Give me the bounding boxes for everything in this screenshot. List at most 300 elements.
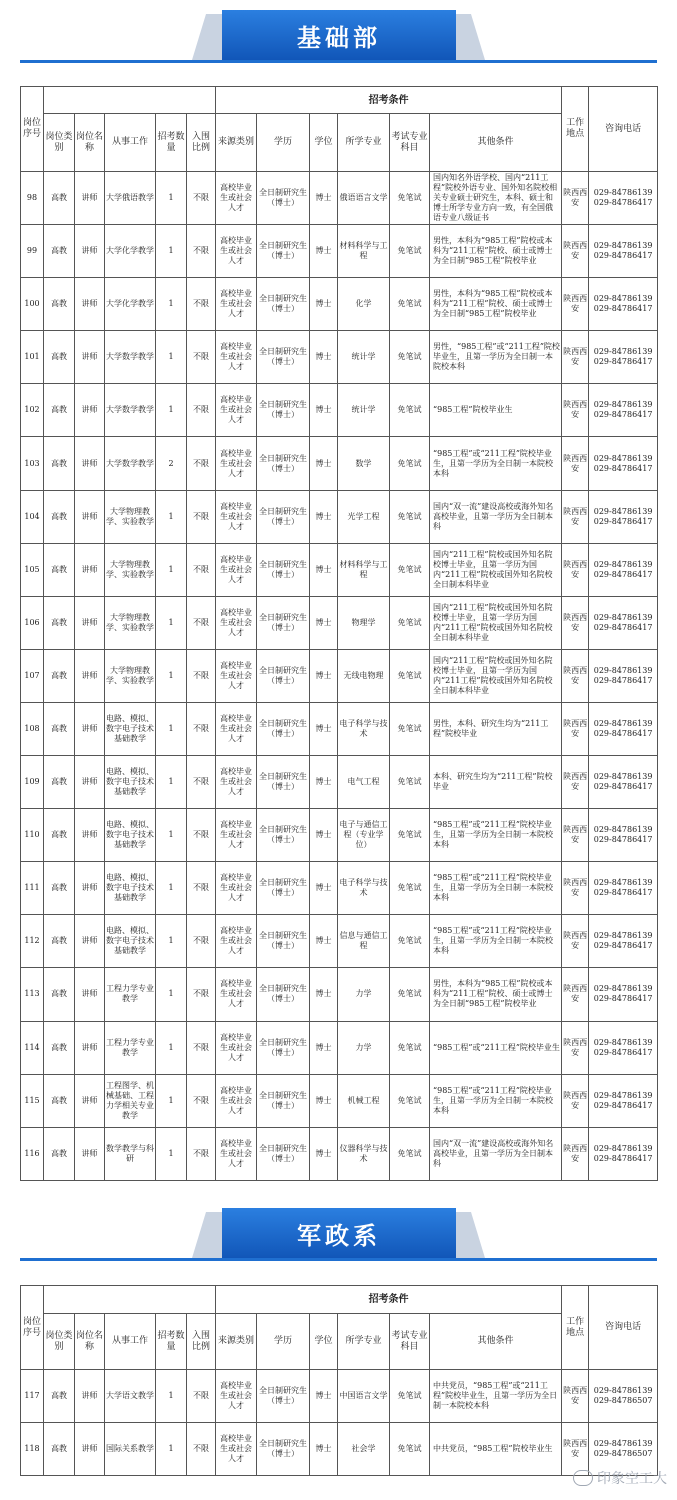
cell-exam: 免笔试 xyxy=(390,596,430,649)
cell-seq: 111 xyxy=(21,862,44,915)
cell-exam: 免笔试 xyxy=(390,915,430,968)
cell-phone xyxy=(589,1074,658,1127)
phone-number: 029-84786507 xyxy=(593,1396,653,1405)
cell-other: “985工程”或“211工程”院校毕业生 xyxy=(430,1021,562,1074)
cell-source: 高校毕业生或社会人才 xyxy=(216,596,257,649)
cell-source: 高校毕业生或社会人才 xyxy=(216,968,257,1021)
cell-other: 男性，“985工程”或“211工程”院校毕业生，且第一学历为全日制一本院校本科 xyxy=(430,331,562,384)
cell-type: 高教 xyxy=(44,278,75,331)
cell-type: 高教 xyxy=(44,596,75,649)
phone-number: 029-84786139 xyxy=(593,241,653,251)
cell-type: 高教 xyxy=(44,1423,75,1476)
phone-number: 029-84786139 xyxy=(593,559,653,569)
cell-other: 国内“211工程”院校或国外知名院校博士毕业，且第一学历为国内“211工程”院校或国外知名院校全日制本科毕业 xyxy=(430,596,562,649)
cell-type: 高教 xyxy=(44,649,75,702)
cell-type: 高教 xyxy=(44,1021,75,1074)
cell-degree: 博士 xyxy=(310,596,338,649)
table-row xyxy=(21,331,658,384)
header-type: 岗位类别 xyxy=(44,1314,75,1370)
cell-phone xyxy=(589,490,658,543)
table-row xyxy=(21,543,658,596)
cell-ratio: 不限 xyxy=(187,331,216,384)
cell-source: 高校毕业生或社会人才 xyxy=(216,172,257,225)
cell-major: 机械工程 xyxy=(338,1074,390,1127)
cell-ratio: 不限 xyxy=(187,915,216,968)
cell-work: 国际关系教学 xyxy=(105,1423,156,1476)
header-major: 所学专业 xyxy=(338,1314,390,1370)
cell-edu: 全日制研究生（博士） xyxy=(257,1423,310,1476)
cell-location: 陕西西安 xyxy=(562,649,589,702)
cell-type: 高教 xyxy=(44,384,75,437)
phone-number: 029-84786417 xyxy=(593,516,653,526)
cell-ratio: 不限 xyxy=(187,1021,216,1074)
phone-number: 029-84786139 xyxy=(593,347,653,357)
cell-work: 电路、模拟、数字电子技术基础教学 xyxy=(105,809,156,862)
cell-phone xyxy=(589,1127,658,1180)
cell-other: “985工程”或“211工程”院校毕业生，且第一学历为全日制一本院校本科 xyxy=(430,809,562,862)
cell-edu: 全日制研究生（博士） xyxy=(257,649,310,702)
cell-source: 高校毕业生或社会人才 xyxy=(216,543,257,596)
table-row xyxy=(21,1370,658,1423)
phone-number: 029-84786417 xyxy=(593,1047,653,1057)
phone-number: 029-84786417 xyxy=(593,994,653,1004)
phone-number: 029-84786139 xyxy=(593,772,653,782)
cell-type: 高教 xyxy=(44,1127,75,1180)
cell-phone xyxy=(589,278,658,331)
cell-major: 仪器科学与技术 xyxy=(338,1127,390,1180)
cell-phone xyxy=(589,543,658,596)
cell-major: 电气工程 xyxy=(338,756,390,809)
cell-location: 陕西西安 xyxy=(562,1370,589,1423)
cell-phone xyxy=(589,702,658,755)
cell-source: 高校毕业生或社会人才 xyxy=(216,437,257,490)
cell-count: 1 xyxy=(156,331,187,384)
header-ratio: 入围比例 xyxy=(187,114,216,172)
cell-seq: 104 xyxy=(21,490,44,543)
phone-number: 029-84786139 xyxy=(593,825,653,835)
cell-location: 陕西西安 xyxy=(562,225,589,278)
cell-phone xyxy=(589,596,658,649)
cell-count: 1 xyxy=(156,278,187,331)
cell-other: 中共党员，“985工程”或“211工程”院校毕业生，且第一学历为全日制一本院校本科 xyxy=(430,1370,562,1423)
cell-other: “985工程”院校毕业生 xyxy=(430,384,562,437)
cell-exam: 免笔试 xyxy=(390,1074,430,1127)
phone-number: 029-84786417 xyxy=(593,198,653,208)
cell-work: 大学物理教学、实验教学 xyxy=(105,649,156,702)
cell-ratio: 不限 xyxy=(187,437,216,490)
cell-location: 陕西西安 xyxy=(562,915,589,968)
cell-ratio: 不限 xyxy=(187,702,216,755)
phone-number: 029-84786417 xyxy=(593,622,653,632)
phone-number: 029-84786417 xyxy=(593,1153,653,1163)
cell-other: 男性，本科为“985工程”院校或本科为“211工程”院校、硕士或博士为全日制“985工程”院校毕业 xyxy=(430,225,562,278)
table-row xyxy=(21,1074,658,1127)
header-blank xyxy=(44,1286,216,1314)
phone-number: 029-84786139 xyxy=(593,1439,653,1448)
watermark xyxy=(573,1468,667,1488)
cell-type: 高教 xyxy=(44,331,75,384)
table-row xyxy=(21,490,658,543)
cell-ratio: 不限 xyxy=(187,756,216,809)
cell-count: 1 xyxy=(156,1370,187,1423)
cell-ratio: 不限 xyxy=(187,649,216,702)
recruitment-table-2 xyxy=(20,1285,658,1476)
header-work: 从事工作 xyxy=(105,1314,156,1370)
phone-number: 029-84786417 xyxy=(593,888,653,898)
cell-name: 讲师 xyxy=(75,1127,105,1180)
cell-edu: 全日制研究生（博士） xyxy=(257,331,310,384)
table-row xyxy=(21,649,658,702)
cell-ratio: 不限 xyxy=(187,543,216,596)
header-other: 其他条件 xyxy=(430,1314,562,1370)
cell-phone xyxy=(589,862,658,915)
cell-name: 讲师 xyxy=(75,1074,105,1127)
header-other: 其他条件 xyxy=(430,114,562,172)
phone-number: 029-84786417 xyxy=(593,1100,653,1110)
cell-name: 讲师 xyxy=(75,1423,105,1476)
cell-location: 陕西西安 xyxy=(562,596,589,649)
cell-exam: 免笔试 xyxy=(390,278,430,331)
header-exam: 考试专业科目 xyxy=(390,114,430,172)
cell-exam: 免笔试 xyxy=(390,490,430,543)
phone-number: 029-84786139 xyxy=(593,1037,653,1047)
phone-number: 029-84786139 xyxy=(593,506,653,516)
table-row xyxy=(21,1021,658,1074)
banner-rule xyxy=(20,1258,657,1261)
header-work: 从事工作 xyxy=(105,114,156,172)
cell-source: 高校毕业生或社会人才 xyxy=(216,331,257,384)
cell-location: 陕西西安 xyxy=(562,1127,589,1180)
cell-seq: 100 xyxy=(21,278,44,331)
cell-source: 高校毕业生或社会人才 xyxy=(216,1021,257,1074)
cell-ratio: 不限 xyxy=(187,862,216,915)
phone-number: 029-84786139 xyxy=(593,1090,653,1100)
cell-source: 高校毕业生或社会人才 xyxy=(216,649,257,702)
cell-seq: 105 xyxy=(21,543,44,596)
cell-degree: 博士 xyxy=(310,490,338,543)
header-seq: 岗位序号 xyxy=(21,1286,44,1370)
cell-source: 高校毕业生或社会人才 xyxy=(216,1074,257,1127)
cell-type: 高教 xyxy=(44,968,75,1021)
cell-edu: 全日制研究生（博士） xyxy=(257,862,310,915)
cell-name: 讲师 xyxy=(75,278,105,331)
cell-edu: 全日制研究生（博士） xyxy=(257,1074,310,1127)
header-count: 招考数量 xyxy=(156,114,187,172)
cell-type: 高教 xyxy=(44,702,75,755)
cell-major: 统计学 xyxy=(338,331,390,384)
cell-work: 电路、模拟、数字电子技术基础教学 xyxy=(105,702,156,755)
cell-source: 高校毕业生或社会人才 xyxy=(216,1370,257,1423)
phone-number: 029-84786139 xyxy=(593,188,653,198)
cell-name: 讲师 xyxy=(75,331,105,384)
cell-count: 1 xyxy=(156,1423,187,1476)
cell-major: 电子科学与技术 xyxy=(338,702,390,755)
cell-degree: 博士 xyxy=(310,384,338,437)
cell-type: 高教 xyxy=(44,437,75,490)
table-row xyxy=(21,1127,658,1180)
cell-ratio: 不限 xyxy=(187,225,216,278)
header-location: 工作地点 xyxy=(562,1286,589,1370)
cell-type: 高教 xyxy=(44,809,75,862)
cell-edu: 全日制研究生（博士） xyxy=(257,1127,310,1180)
cell-seq: 98 xyxy=(21,172,44,225)
cell-type: 高教 xyxy=(44,543,75,596)
cell-location: 陕西西安 xyxy=(562,278,589,331)
table-row xyxy=(21,225,658,278)
cell-major: 力学 xyxy=(338,968,390,1021)
cell-degree: 博士 xyxy=(310,437,338,490)
cell-seq: 101 xyxy=(21,331,44,384)
cell-type: 高教 xyxy=(44,756,75,809)
cell-name: 讲师 xyxy=(75,172,105,225)
cell-name: 讲师 xyxy=(75,437,105,490)
cell-degree: 博士 xyxy=(310,756,338,809)
cell-name: 讲师 xyxy=(75,756,105,809)
phone-number: 029-84786417 xyxy=(593,941,653,951)
cell-location: 陕西西安 xyxy=(562,756,589,809)
cell-other: 国内“211工程”院校或国外知名院校博士毕业，且第一学历为国内“211工程”院校或国外知名院校全日制本科毕业 xyxy=(430,649,562,702)
cell-count: 1 xyxy=(156,702,187,755)
cell-edu: 全日制研究生（博士） xyxy=(257,490,310,543)
header-count: 招考数量 xyxy=(156,1314,187,1370)
cell-phone xyxy=(589,331,658,384)
cell-seq: 117 xyxy=(21,1370,44,1423)
cell-edu: 全日制研究生（博士） xyxy=(257,756,310,809)
cell-seq: 118 xyxy=(21,1423,44,1476)
cell-source: 高校毕业生或社会人才 xyxy=(216,1423,257,1476)
cell-edu: 全日制研究生（博士） xyxy=(257,596,310,649)
cell-seq: 110 xyxy=(21,809,44,862)
cell-other: “985工程”或“211工程”院校毕业生，且第一学历为全日制一本院校本科 xyxy=(430,862,562,915)
cell-work: 电路、模拟、数字电子技术基础教学 xyxy=(105,862,156,915)
cell-seq: 107 xyxy=(21,649,44,702)
cell-edu: 全日制研究生（博士） xyxy=(257,225,310,278)
cell-count: 1 xyxy=(156,1074,187,1127)
header-edu: 学历 xyxy=(257,1314,310,1370)
cell-exam: 免笔试 xyxy=(390,1423,430,1476)
cell-name: 讲师 xyxy=(75,649,105,702)
cell-seq: 112 xyxy=(21,915,44,968)
table-row xyxy=(21,1423,658,1476)
section-banner-1 xyxy=(0,8,677,68)
cell-work: 工程图学、机械基础、工程力学相关专业教学 xyxy=(105,1074,156,1127)
cell-location: 陕西西安 xyxy=(562,862,589,915)
cell-work: 电路、模拟、数字电子技术基础教学 xyxy=(105,756,156,809)
cell-exam: 免笔试 xyxy=(390,649,430,702)
phone-number: 029-84786139 xyxy=(593,1386,653,1395)
cell-other: “985工程”或“211工程”院校毕业生，且第一学历为全日制一本院校本科 xyxy=(430,1074,562,1127)
cell-ratio: 不限 xyxy=(187,1370,216,1423)
table-row xyxy=(21,596,658,649)
cell-exam: 免笔试 xyxy=(390,809,430,862)
cell-location: 陕西西安 xyxy=(562,1021,589,1074)
phone-number: 029-84786139 xyxy=(593,984,653,994)
cell-other: 男性，本科为“985工程”院校或本科为“211工程”院校、硕士或博士为全日制“985工程”院校毕业 xyxy=(430,968,562,1021)
cell-other: 本科、研究生均为“211工程”院校毕业 xyxy=(430,756,562,809)
cell-seq: 115 xyxy=(21,1074,44,1127)
header-blank xyxy=(44,87,216,114)
phone-number: 029-84786139 xyxy=(593,612,653,622)
cell-ratio: 不限 xyxy=(187,1127,216,1180)
cell-seq: 113 xyxy=(21,968,44,1021)
cell-degree: 博士 xyxy=(310,225,338,278)
cell-seq: 116 xyxy=(21,1127,44,1180)
phone-number: 029-84786139 xyxy=(593,718,653,728)
header-degree: 学位 xyxy=(310,114,338,172)
cell-edu: 全日制研究生（博士） xyxy=(257,278,310,331)
phone-number: 029-84786417 xyxy=(593,304,653,314)
cell-type: 高教 xyxy=(44,490,75,543)
header-exam: 考试专业科目 xyxy=(390,1314,430,1370)
table-row xyxy=(21,756,658,809)
chat-bubble-icon xyxy=(573,1470,593,1486)
cell-exam: 免笔试 xyxy=(390,968,430,1021)
phone-number: 029-84786417 xyxy=(593,569,653,579)
cell-major: 数学 xyxy=(338,437,390,490)
table-row xyxy=(21,278,658,331)
header-source: 来源类别 xyxy=(216,114,257,172)
cell-phone xyxy=(589,649,658,702)
cell-count: 1 xyxy=(156,172,187,225)
watermark-text: 印象空工大 xyxy=(597,1471,667,1487)
cell-source: 高校毕业生或社会人才 xyxy=(216,756,257,809)
cell-major: 化学 xyxy=(338,278,390,331)
cell-major: 俄语语言文学 xyxy=(338,172,390,225)
cell-phone xyxy=(589,437,658,490)
header-phone: 咨询电话 xyxy=(589,1286,658,1370)
banner-rule xyxy=(20,60,657,63)
cell-phone xyxy=(589,384,658,437)
cell-location: 陕西西安 xyxy=(562,1423,589,1476)
cell-exam: 免笔试 xyxy=(390,384,430,437)
cell-location: 陕西西安 xyxy=(562,543,589,596)
cell-degree: 博士 xyxy=(310,1423,338,1476)
cell-degree: 博士 xyxy=(310,968,338,1021)
cell-degree: 博士 xyxy=(310,331,338,384)
header-source: 来源类别 xyxy=(216,1314,257,1370)
header-edu: 学历 xyxy=(257,114,310,172)
cell-type: 高教 xyxy=(44,1370,75,1423)
cell-location: 陕西西安 xyxy=(562,968,589,1021)
cell-other: 国内“双一流”建设高校或海外知名高校毕业，且第一学历为全日制本科 xyxy=(430,1127,562,1180)
cell-work: 大学物理教学、实验教学 xyxy=(105,596,156,649)
cell-seq: 102 xyxy=(21,384,44,437)
cell-seq: 103 xyxy=(21,437,44,490)
header-phone: 咨询电话 xyxy=(589,87,658,172)
cell-other: 中共党员，“985工程”院校毕业生 xyxy=(430,1423,562,1476)
cell-seq: 99 xyxy=(21,225,44,278)
cell-major: 材料科学与工程 xyxy=(338,543,390,596)
header-major: 所学专业 xyxy=(338,114,390,172)
section-title: 军政系 xyxy=(222,1208,456,1258)
cell-source: 高校毕业生或社会人才 xyxy=(216,702,257,755)
cell-location: 陕西西安 xyxy=(562,172,589,225)
cell-source: 高校毕业生或社会人才 xyxy=(216,384,257,437)
cell-work: 大学数学教学 xyxy=(105,437,156,490)
cell-work: 工程力学专业教学 xyxy=(105,1021,156,1074)
cell-count: 1 xyxy=(156,490,187,543)
phone-number: 029-84786139 xyxy=(593,665,653,675)
cell-count: 1 xyxy=(156,1021,187,1074)
cell-source: 高校毕业生或社会人才 xyxy=(216,278,257,331)
cell-name: 讲师 xyxy=(75,915,105,968)
cell-location: 陕西西安 xyxy=(562,809,589,862)
cell-count: 1 xyxy=(156,862,187,915)
cell-exam: 免笔试 xyxy=(390,331,430,384)
phone-number: 029-84786507 xyxy=(593,1449,653,1458)
cell-name: 讲师 xyxy=(75,702,105,755)
cell-name: 讲师 xyxy=(75,809,105,862)
cell-major: 信息与通信工程 xyxy=(338,915,390,968)
cell-work: 大学语文教学 xyxy=(105,1370,156,1423)
cell-other: 国内知名外语学校、国内“211工程”院校外语专业、国外知名院校相关专业硕士研究生，本科、硕士和博士所学专业方向一致，有全国俄语专业八级证书 xyxy=(430,172,562,225)
cell-count: 1 xyxy=(156,756,187,809)
cell-location: 陕西西安 xyxy=(562,384,589,437)
cell-source: 高校毕业生或社会人才 xyxy=(216,490,257,543)
cell-name: 讲师 xyxy=(75,1021,105,1074)
cell-work: 大学数学教学 xyxy=(105,384,156,437)
phone-number: 029-84786417 xyxy=(593,463,653,473)
cell-location: 陕西西安 xyxy=(562,1074,589,1127)
cell-other: 国内“双一流”建设高校或海外知名高校毕业，且第一学历为全日制本科 xyxy=(430,490,562,543)
cell-ratio: 不限 xyxy=(187,1074,216,1127)
cell-degree: 博士 xyxy=(310,649,338,702)
cell-other: 国内“211工程”院校或国外知名院校博士毕业，且第一学历为国内“211工程”院校或国外知名院校全日制本科毕业 xyxy=(430,543,562,596)
cell-source: 高校毕业生或社会人才 xyxy=(216,225,257,278)
header-conditions: 招考条件 xyxy=(216,1286,562,1314)
cell-exam: 免笔试 xyxy=(390,702,430,755)
cell-seq: 114 xyxy=(21,1021,44,1074)
cell-exam: 免笔试 xyxy=(390,1127,430,1180)
cell-work: 大学俄语教学 xyxy=(105,172,156,225)
cell-degree: 博士 xyxy=(310,278,338,331)
cell-other: “985工程”或“211工程”院校毕业生，且第一学历为全日制一本院校本科 xyxy=(430,437,562,490)
cell-degree: 博士 xyxy=(310,1370,338,1423)
cell-name: 讲师 xyxy=(75,225,105,278)
cell-name: 讲师 xyxy=(75,862,105,915)
cell-degree: 博士 xyxy=(310,1021,338,1074)
cell-name: 讲师 xyxy=(75,1370,105,1423)
cell-count: 1 xyxy=(156,1127,187,1180)
cell-ratio: 不限 xyxy=(187,968,216,1021)
cell-edu: 全日制研究生（博士） xyxy=(257,1370,310,1423)
cell-ratio: 不限 xyxy=(187,490,216,543)
header-name: 岗位名称 xyxy=(75,1314,105,1370)
cell-work: 大学物理教学、实验教学 xyxy=(105,490,156,543)
cell-exam: 免笔试 xyxy=(390,1370,430,1423)
cell-edu: 全日制研究生（博士） xyxy=(257,809,310,862)
cell-work: 工程力学专业教学 xyxy=(105,968,156,1021)
header-location: 工作地点 xyxy=(562,87,589,172)
cell-major: 社会学 xyxy=(338,1423,390,1476)
cell-location: 陕西西安 xyxy=(562,331,589,384)
cell-ratio: 不限 xyxy=(187,278,216,331)
cell-phone xyxy=(589,915,658,968)
cell-ratio: 不限 xyxy=(187,384,216,437)
phone-number: 029-84786139 xyxy=(593,400,653,410)
phone-number: 029-84786417 xyxy=(593,728,653,738)
cell-phone xyxy=(589,1021,658,1074)
cell-count: 1 xyxy=(156,384,187,437)
header-ratio: 入围比例 xyxy=(187,1314,216,1370)
cell-name: 讲师 xyxy=(75,543,105,596)
cell-edu: 全日制研究生（博士） xyxy=(257,437,310,490)
table-row xyxy=(21,437,658,490)
cell-source: 高校毕业生或社会人才 xyxy=(216,915,257,968)
cell-work: 大学化学教学 xyxy=(105,225,156,278)
cell-phone xyxy=(589,225,658,278)
cell-edu: 全日制研究生（博士） xyxy=(257,1021,310,1074)
